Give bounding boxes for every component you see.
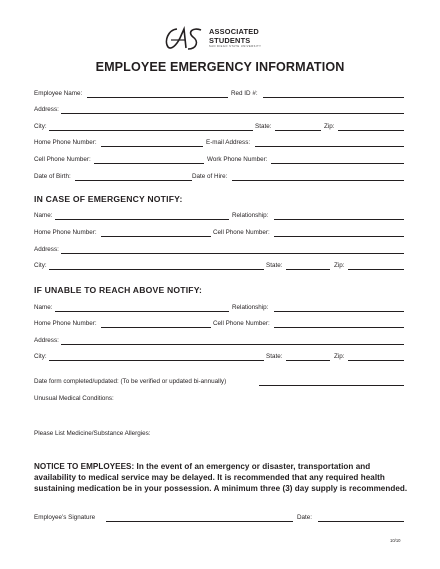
red-id-field[interactable] [263,97,404,98]
employee-email-field[interactable] [255,146,404,147]
signature-date-label: Date: [297,514,313,521]
associated-students-logo-icon [163,26,205,52]
emergency-state-field[interactable] [286,269,330,270]
employee-name-field[interactable] [87,97,228,98]
emergency-address-label: Address: [34,246,59,253]
backup-state-field[interactable] [286,360,330,361]
date-completed-label: Date form completed/updated: (To be verified or updated bi-annually) [34,378,227,385]
backup-city-field[interactable] [49,360,264,361]
logo-line-2: STUDENTS [209,35,251,45]
backup-home-phone-field[interactable] [101,327,211,328]
emergency-state-label: State: [266,262,283,269]
emergency-cell-phone-label: Cell Phone Number: [213,229,270,236]
emergency-home-phone-field[interactable] [101,236,211,237]
backup-heading: IF UNABLE TO REACH ABOVE NOTIFY: [34,285,203,295]
backup-name-label: Name: [34,304,53,311]
form-version-code: 10/10 [390,538,401,543]
employee-state-field[interactable] [275,130,321,131]
employee-city-field[interactable] [49,130,253,131]
signature-field[interactable] [106,521,293,522]
employee-state-label: State: [255,123,272,130]
signature-label: Employee’s Signature [34,514,96,521]
employee-email-label: E-mail Address: [206,139,251,146]
backup-address-field[interactable] [61,344,404,345]
signature-date-field[interactable] [318,521,404,522]
emergency-zip-field[interactable] [348,269,404,270]
employee-zip-field[interactable] [338,130,404,131]
emergency-heading: IN CASE OF EMERGENCY NOTIFY: [34,194,183,204]
backup-cell-phone-field[interactable] [274,327,404,328]
employee-zip-label: Zip: [324,123,335,130]
backup-relationship-field[interactable] [274,311,404,312]
employee-dob-field[interactable] [75,180,192,181]
employee-address-label: Address: [34,106,59,113]
employee-work-phone-field[interactable] [271,163,404,164]
employee-cell-phone-field[interactable] [94,163,204,164]
employee-home-phone-label: Home Phone Number: [34,139,97,146]
backup-cell-phone-label: Cell Phone Number: [213,320,270,327]
backup-address-label: Address: [34,337,59,344]
employee-hire-date-label: Date of Hire: [192,173,228,180]
backup-city-label: City: [34,353,47,360]
emergency-zip-label: Zip: [334,262,345,269]
date-completed-field[interactable] [259,385,404,386]
employee-city-label: City: [34,123,47,130]
backup-home-phone-label: Home Phone Number: [34,320,97,327]
emergency-address-field[interactable] [61,253,404,254]
logo-name [209,28,259,45]
red-id-label: Red ID #: [231,90,258,97]
allergies-label: Please List Medicine/Substance Allergies: [34,430,151,437]
backup-state-label: State: [266,353,283,360]
employee-address-field[interactable] [61,113,404,114]
notice-to-employees: NOTICE TO EMPLOYEES: In the event of an emergency or disaster, transportation and availability to medical service may be delayed. It is recommended that any required health sustaining medication be in your possession. A minimum three (3) day supply is recommended. [34,462,408,493]
emergency-cell-phone-field[interactable] [274,236,404,237]
employee-work-phone-label: Work Phone Number: [207,156,268,163]
emergency-name-field[interactable] [55,219,229,220]
logo-subtitle: SAN DIEGO STATE UNIVERSITY [209,45,262,48]
page-title: EMPLOYEE EMERGENCY INFORMATION [95,60,345,74]
backup-zip-field[interactable] [348,360,404,361]
emergency-relationship-field[interactable] [274,219,404,220]
emergency-city-field[interactable] [49,269,264,270]
employee-name-label: Employee Name: [34,90,83,97]
employee-hire-date-field[interactable] [232,180,404,181]
medical-conditions-label: Unusual Medical Conditions: [34,395,114,402]
emergency-home-phone-label: Home Phone Number: [34,229,97,236]
emergency-name-label: Name: [34,212,53,219]
logo-line-1: ASSOCIATED [209,27,259,36]
employee-cell-phone-label: Cell Phone Number: [34,156,91,163]
employee-dob-label: Date of Birth: [34,173,71,180]
backup-relationship-label: Relationship: [232,304,269,311]
emergency-city-label: City: [34,262,47,269]
backup-zip-label: Zip: [334,353,345,360]
backup-name-field[interactable] [55,311,229,312]
employee-home-phone-field[interactable] [101,146,203,147]
emergency-relationship-label: Relationship: [232,212,269,219]
